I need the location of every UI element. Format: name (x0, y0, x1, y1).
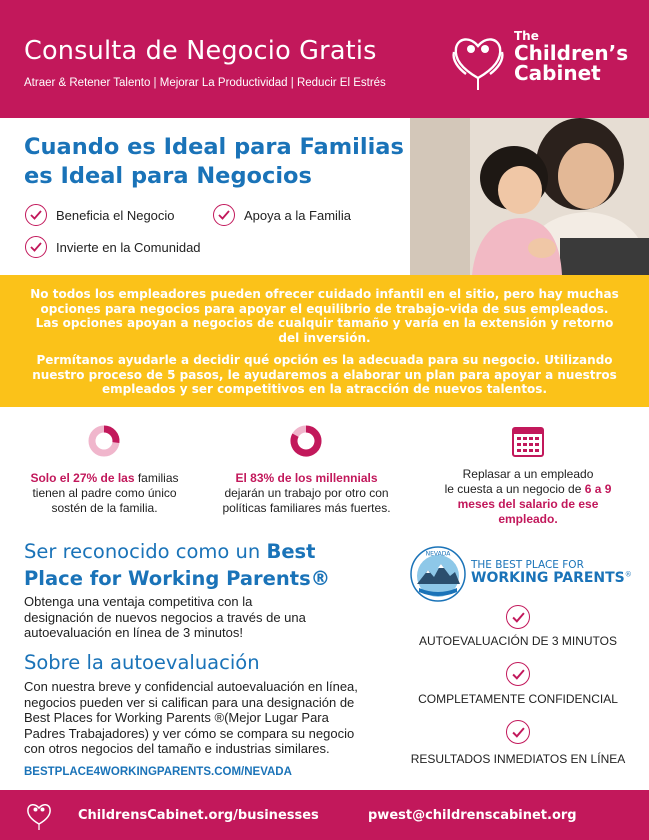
stat-27-highlight: Solo el 27% de las (30, 471, 135, 485)
stat-83-line2: dejarán un trabajo por otro con (224, 486, 389, 500)
badge-reg: ® (624, 570, 632, 579)
stat-83-line3: políticas familiares más fuertes. (222, 501, 391, 515)
stat-cost-highlight-a: 6 a 9 (584, 482, 612, 496)
page-title: Consulta de Negocio Gratis (24, 36, 377, 66)
check-item-label: Invierte en la Comunidad (56, 239, 201, 255)
about-body (24, 679, 358, 757)
best-heading-bold-b: Place for Working Parents® (24, 567, 331, 590)
logo-wordmark (514, 30, 628, 84)
stat-cost-line2: le cuesta a un negocio de (444, 482, 585, 496)
balloon-logo-icon (22, 798, 56, 832)
badge-state-label: NEVADA (425, 550, 451, 558)
check-item-label: Apoya a la Familia (244, 207, 351, 223)
about-body-line5: con otros negocios del tamaño e industrias similares. (24, 741, 330, 756)
stat-cost-highlight-b: meses del salario de ese (457, 497, 599, 511)
about-body-line4: Padres Trabajadores) y ver cómo se compara su negocio (24, 725, 355, 741)
band-paragraph-1: No todos los empleadores pueden ofrecer cuidado infantil en el sitio, pero hay muchas opciones para negocios para apoyar el equilibrio de trabajo-vida de sus empleados. Las opciones apoyan a negocios de cualquir tamaño y varía en la extensión y retorno del inversión. (30, 287, 619, 345)
check-item-business (25, 204, 175, 226)
hero-headline-line1: Cuando es Ideal para Familias (24, 134, 404, 160)
about-body-line2: negocios pueden ver si califican para una designación de (24, 694, 355, 710)
stat-cost-highlight-c: empleado. (498, 512, 558, 526)
best-body (24, 594, 306, 641)
mother-daughter-photo (410, 118, 649, 275)
footer-website-link[interactable]: ChildrensCabinet.org/businesses (78, 808, 319, 823)
stat-83-text (208, 471, 405, 516)
logo-line1: Children’s (514, 41, 629, 65)
stat-27-rest: familias (134, 471, 179, 485)
stat-cost-line1: Replasar a un empleado (462, 467, 594, 481)
check-item-label: Beneficia el Negocio (56, 207, 175, 223)
bestplace-link[interactable]: BESTPLACE4WORKINGPARENTS.COM/NEVADA (24, 766, 292, 778)
hero-headline (24, 133, 444, 191)
feature-label-2: COMPLETAMENTE CONFIDENCIAL (418, 692, 618, 706)
check-item-community (25, 236, 201, 258)
best-body-line1: Obtenga una ventaja competitiva con la (24, 594, 253, 609)
about-body-line3: Best Places for Working Parents ®(Mejor Lugar Para (24, 710, 329, 725)
stat-cost-text (418, 467, 638, 527)
check-icon (506, 662, 530, 686)
about-heading: Sobre la autoevaluación (24, 651, 260, 674)
best-place-heading (24, 538, 404, 592)
check-icon (25, 236, 47, 258)
check-icon (506, 605, 530, 629)
check-icon (213, 204, 235, 226)
hero-headline-line2: es Ideal para Negocios (24, 163, 312, 189)
badge-line1: THE BEST PLACE FOR (471, 559, 584, 571)
band-paragraph-2: Permítanos ayudarle a decidir qué opción es la adecuada para su negocio. Utilizando nuestro proceso de 5 pasos, le ayudaremos a elaborar un plan para apoyar a nuestros empleados y ser competitivos en la atracción de nuevos talentos. (32, 353, 617, 396)
badge-line2: WORKING PARENTS (471, 570, 625, 587)
info-band (0, 275, 649, 407)
best-body-line2: designación de nuevos negocios a través de una (24, 609, 306, 625)
photo-illustration (410, 118, 649, 275)
check-icon (506, 720, 530, 744)
stat-83-highlight: El 83% de los millennials (235, 471, 378, 485)
logo-the: The (514, 29, 539, 43)
about-body-line1: Con nuestra breve y confidencial autoevaluación en línea, (24, 679, 358, 694)
donut-chart-27-icon (87, 424, 121, 458)
check-icon (25, 204, 47, 226)
stat-27-text (12, 471, 197, 516)
footer-bar (0, 790, 649, 840)
best-body-line3: autoevaluación en línea de 3 minutos! (24, 625, 243, 640)
header-subtitle: Atraer & Retener Talento | Mejorar La Productividad | Reducir El Estrés (24, 77, 386, 89)
check-item-family (213, 204, 351, 226)
nevada-mountain-badge-icon (410, 546, 466, 602)
feature-label-3: RESULTADOS INMEDIATOS EN LÍNEA (410, 752, 626, 766)
logo-line2: Cabinet (514, 61, 601, 86)
feature-label-1: AUTOEVALUACIÓN DE 3 MINUTOS (418, 634, 618, 648)
stat-27-line2: tienen al padre como único (32, 486, 177, 500)
balloon-logo-icon (444, 26, 512, 94)
best-heading-bold-a: Best (266, 540, 316, 563)
header-banner (0, 0, 649, 118)
stat-27-line3: sostén de la familia. (51, 501, 158, 515)
best-heading-plain: Ser reconocido como un (24, 540, 267, 563)
donut-chart-83-icon (289, 424, 323, 458)
calendar-icon (511, 424, 545, 458)
badge-wordmark (471, 560, 632, 586)
footer-email-link[interactable]: pwest@childrenscabinet.org (368, 808, 577, 823)
